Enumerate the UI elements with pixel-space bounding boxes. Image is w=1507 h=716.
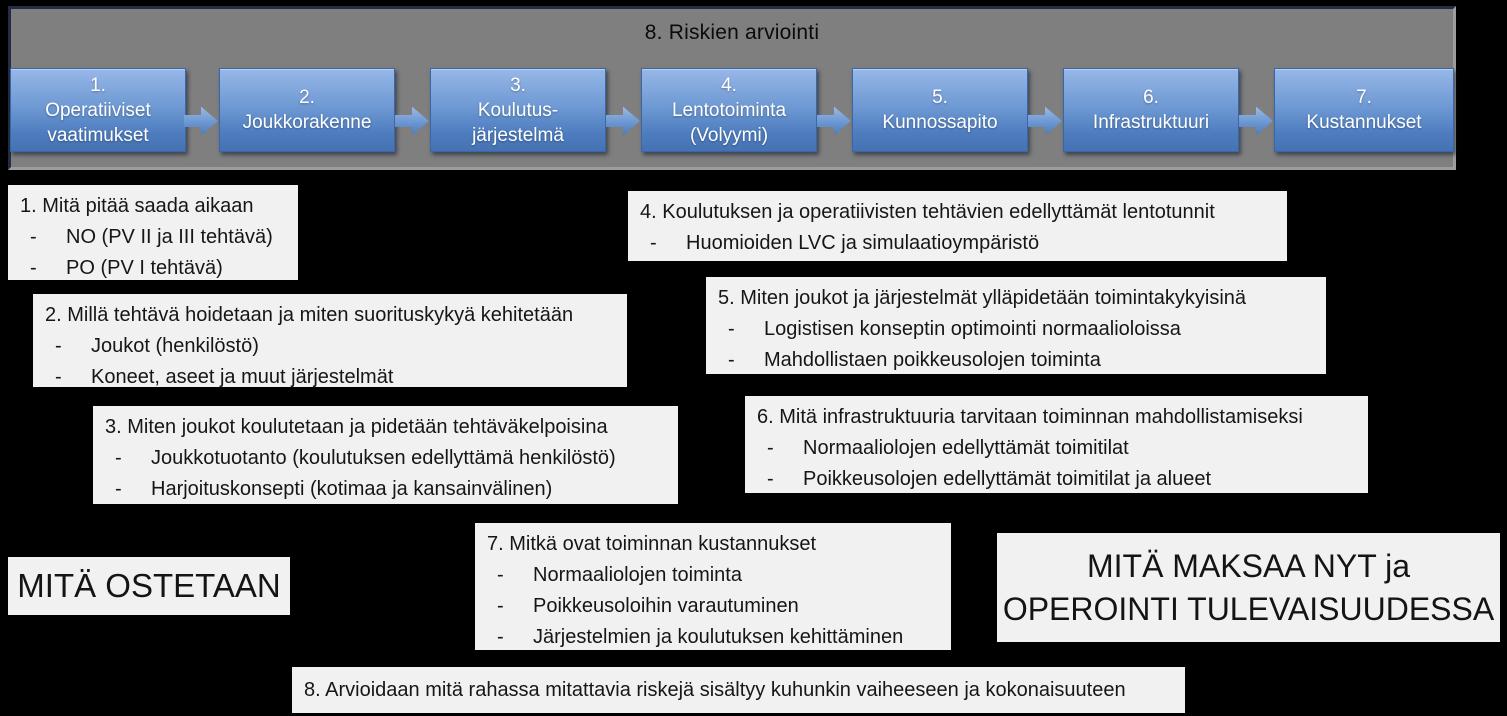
step-line: 4. [721,74,737,96]
bullet-dash: - [767,468,774,490]
what-is-bought-label [8,557,290,615]
step-line: 1. [90,74,106,96]
process-step-3 [430,68,606,152]
bullet-text: NO (PV II ja III tehtävä) [66,226,273,248]
note-bullet [745,464,1368,495]
step-line: Lentotoiminta [671,99,787,121]
bullet-dash: - [728,318,735,340]
bullet-text: Poikkeusoloihin varautuminen [533,595,799,617]
note-title: 2. Millä tehtävä hoidetaan ja miten suorituskykyä kehitetään [45,304,574,326]
step-line: Operatiiviset [45,99,151,121]
note-bullet [475,591,951,622]
step-line: 7. [1356,87,1372,108]
note-bullet [8,253,298,284]
process-step-1 [10,68,186,152]
note-bullet [93,443,678,474]
label-text: MITÄ OSTETAAN [17,567,281,604]
process-step-2 [219,68,395,152]
bullet-dash: - [30,226,37,248]
note-7 [475,523,951,650]
step-line: Koulutus- [477,99,559,121]
note-4 [628,191,1287,261]
note-1 [8,185,298,280]
note-bullet [475,560,951,591]
step-line: (Volyymi) [689,124,769,146]
risk-evaluation-footnote [292,667,1185,713]
step-line: 6. [1143,87,1159,108]
note-bullet [93,474,678,505]
note-5 [706,277,1326,374]
label-line: MITÄ MAKSAA NYT ja [1086,547,1411,584]
process-step-5 [852,68,1028,152]
bullet-dash: - [55,335,62,357]
note-title: 4. Koulutuksen ja operatiivisten tehtävien edellyttämät lentotunnit [640,201,1215,223]
what-it-costs-label [997,533,1500,642]
bullet-dash: - [497,564,504,586]
bullet-text: PO (PV I tehtävä) [66,257,223,279]
note-bullet [706,314,1326,345]
note-title: 7. Mitkä ovat toiminnan kustannukset [487,533,817,555]
bullet-text: Harjoituskonsepti (kotimaa ja kansainvälinen) [151,478,553,500]
note-title: 1. Mitä pitää saada aikaan [20,195,254,217]
bullet-dash: - [650,232,657,254]
step-line: Joukkorakenne [242,112,372,133]
footnote-text: 8. Arvioidaan mitä rahassa mitattavia riskejä sisältyy kuhunkin vaiheeseen ja kokonaisuuteen [304,678,1126,701]
step-line: 2. [299,87,315,108]
bullet-dash: - [30,257,37,279]
label-line: OPEROINTI TULEVAISUUDESSA [1002,590,1495,627]
note-title: 6. Mitä infrastruktuuria tarvitaan toiminnan mahdollistamiseksi [757,406,1303,428]
step-line: vaatimukset [47,124,149,146]
process-step-4 [641,68,817,152]
step-line: Kunnossapito [882,112,998,133]
panel-title: 8. Riskien arviointi [644,21,820,44]
bullet-dash: - [767,437,774,459]
process-step-7 [1274,68,1454,152]
bullet-dash: - [115,447,122,469]
bullet-text: Logistisen konseptin optimointi normaalioloissa [764,318,1181,340]
bullet-text: Huomioiden LVC ja simulaatioympäristö [686,232,1040,254]
note-title: 5. Miten joukot ja järjestelmät ylläpidetään toimintakykyisinä [718,287,1247,309]
note-bullet [33,331,627,362]
bullet-dash: - [55,366,62,388]
step-line: 5. [932,87,948,108]
step-line: 3. [510,74,526,96]
note-3 [93,406,678,504]
note-bullet [8,222,298,253]
note-6 [745,396,1368,493]
bullet-text: Koneet, aseet ja muut järjestelmät [91,366,394,388]
step-line: Infrastruktuuri [1092,112,1210,133]
note-bullet [706,345,1326,376]
bullet-text: Joukkotuotanto (koulutuksen edellyttämä henkilöstö) [151,447,616,469]
note-title: 3. Miten joukot koulutetaan ja pidetään tehtäväkelpoisina [105,416,608,438]
step-line: järjestelmä [472,124,564,146]
bullet-text: Joukot (henkilöstö) [91,335,259,357]
bullet-text: Mahdollistaen poikkeusolojen toiminta [764,349,1101,371]
note-2 [33,294,627,387]
bullet-text: Normaaliolojen toiminta [533,564,742,586]
bullet-dash: - [497,595,504,617]
bullet-dash: - [115,478,122,500]
process-step-6 [1063,68,1239,152]
note-bullet [33,362,627,393]
bullet-dash: - [497,626,504,648]
bullet-dash: - [728,349,735,371]
note-bullet [745,433,1368,464]
note-bullet [628,228,1287,259]
note-bullet [475,622,951,653]
step-line: Kustannukset [1306,112,1422,133]
bullet-text: Poikkeusolojen edellyttämät toimitilat ja alueet [803,468,1211,490]
bullet-text: Järjestelmien ja koulutuksen kehittäminen [533,626,904,648]
bullet-text: Normaaliolojen edellyttämät toimitilat [803,437,1129,459]
